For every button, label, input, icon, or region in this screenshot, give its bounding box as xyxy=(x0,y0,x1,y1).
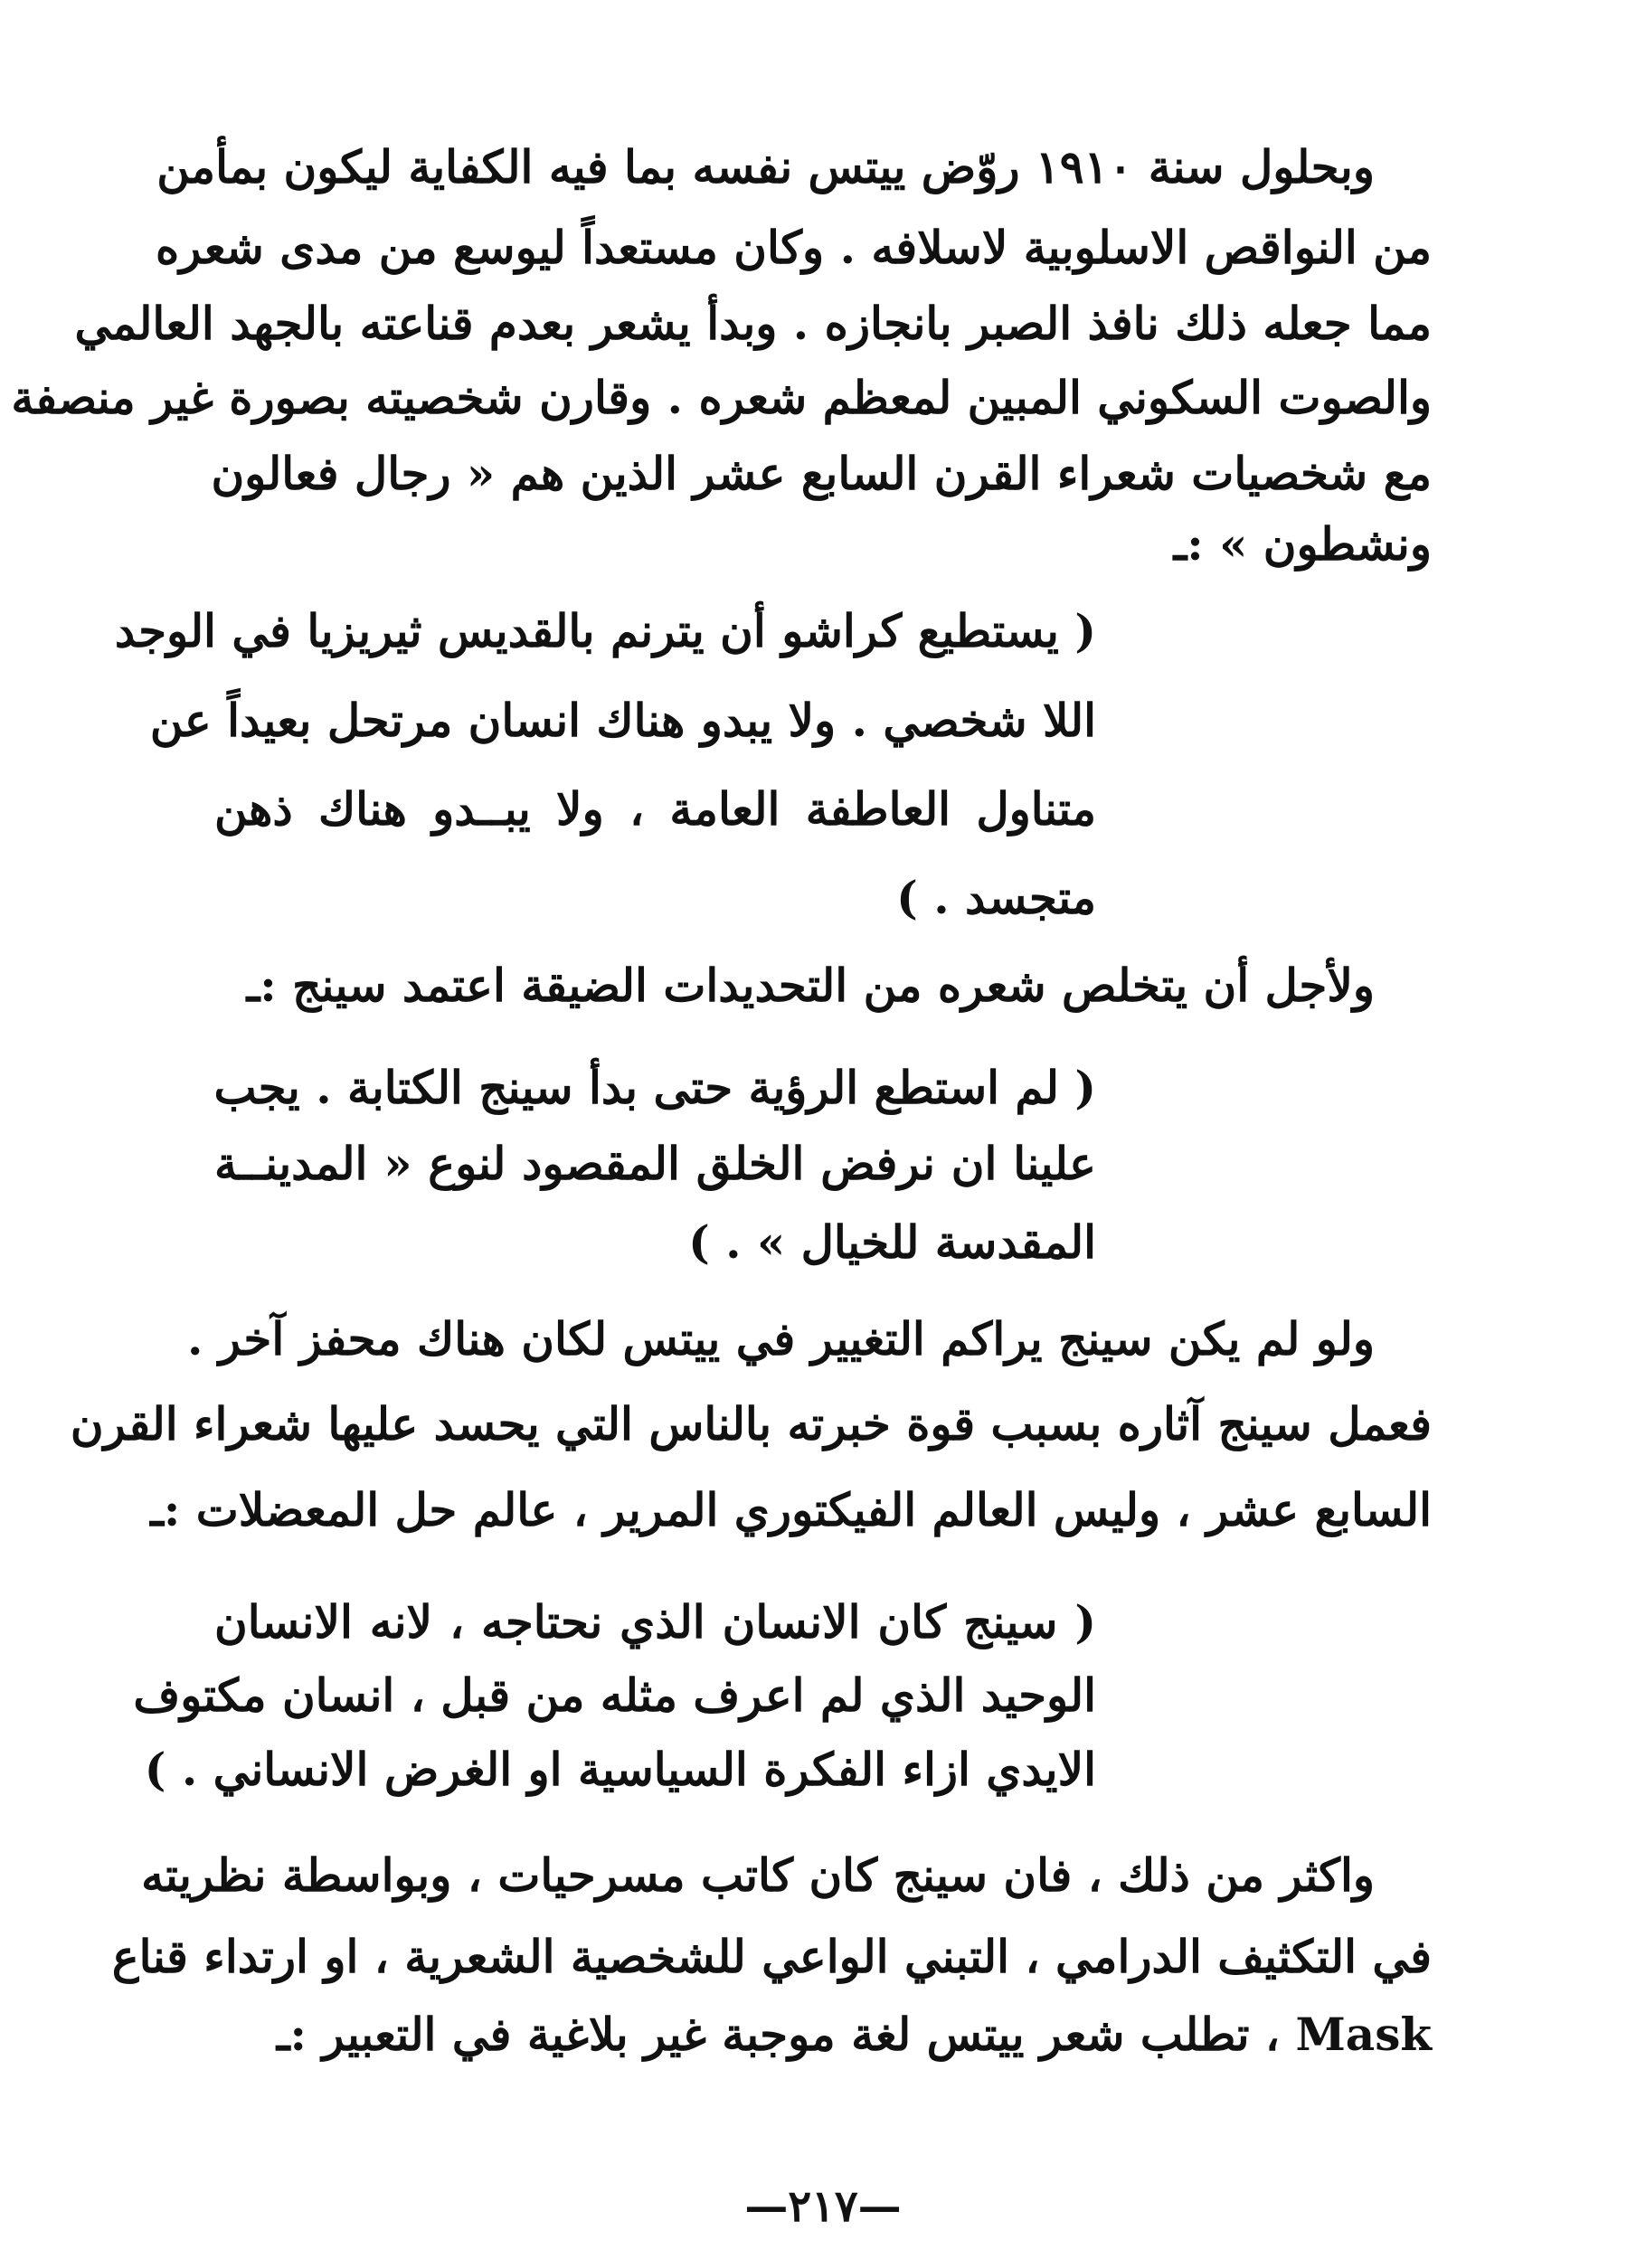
quote-2-line-3: المقدسة للخيال » . ) xyxy=(688,1215,1096,1269)
paragraph-1-line-5: مع شخصيات شعراء القرن السابع عشر الذين هم « رجال فعالون xyxy=(211,447,1432,500)
page-number: —٢١٧— xyxy=(744,2181,902,2232)
paragraph-3-line-2: فعمل سينج آثاره بسبب قوة خبرته بالناس التي يحسد عليها شعراء القرن xyxy=(70,1397,1432,1451)
paragraph-4-line-1: واكثر من ذلك ، فان سينج كان كاتب مسرحيات ، وبواسطة نظريته xyxy=(141,1848,1375,1902)
quote-3-line-2: الوحيد الذي لم اعرف مثله من قبل ، انسان مكتوف xyxy=(133,1668,1096,1722)
quote-1-line-3: متناول العاطفة العامة ، ولا يبــدو هناك ذهن xyxy=(214,782,1096,836)
paragraph-3-line-1: ولو لم يكن سينج يراكم التغيير في ييتس لكان هناك محفز آخر . xyxy=(187,1312,1375,1366)
paragraph-1-line-3: مما جعله ذلك نافذ الصبر بانجازه . وبدأ يشعر بعدم قناعته بالجهد العالمي xyxy=(74,297,1432,350)
quote-3-line-1: ( سينج كان الانسان الذي نحتاجه ، لانه الانسان xyxy=(214,1595,1096,1649)
paragraph-1-line-2: من النواقص الاسلوبية لاسلافه . وكان مستعداً ليوسع من مدى شعره xyxy=(156,221,1432,274)
quote-1-line-2: اللا شخصي . ولا يبدو هناك انسان مرتحل بعيداً عن xyxy=(149,694,1096,747)
paragraph-2-line-1: ولأجل أن يتخلص شعره من التحديدات الضيقة اعتمد سينج :ـ xyxy=(246,959,1375,1012)
quote-1-line-1: ( يستطيع كراشو أن يترنم بالقديس ثيريزيا في الوجد xyxy=(114,604,1096,657)
paragraph-4-line-3: Mask ، تطلب شعر ييتس لغة موجبة غير بلاغية في التعبير :ـ xyxy=(276,2008,1432,2061)
quote-3-line-3: الايدي ازاء الفكرة السياسية او الغرض الانساني . ) xyxy=(144,1743,1096,1796)
quote-2-line-2: علينا ان نرفض الخلق المقصود لنوع « المدينــة xyxy=(214,1137,1096,1190)
paragraph-4-line-2: في التكثيف الدرامي ، التبني الواعي للشخصية الشعرية ، او ارتداء قناع xyxy=(111,1930,1432,1983)
paragraph-1-line-4: والصوت السكوني المبين لمعظم شعره . وقارن شخصيته بصورة غير منصفة xyxy=(11,371,1432,424)
quote-2-line-1: ( لم استطع الرؤية حتى بدأ سينج الكتابة . يجب xyxy=(213,1061,1096,1114)
quote-1-line-4: متجسد . ) xyxy=(896,871,1096,924)
paragraph-3-line-3: السابع عشر ، وليس العالم الفيكتوري المرير ، عالم حل المعضلات :ـ xyxy=(150,1483,1432,1536)
paragraph-1-line-6: ونشطون » :ـ xyxy=(1173,517,1432,571)
paragraph-1-line-1: وبحلول سنة ١٩١٠ روّض ييتس نفسه بما فيه الكفاية ليكون بمأمن xyxy=(156,140,1375,194)
